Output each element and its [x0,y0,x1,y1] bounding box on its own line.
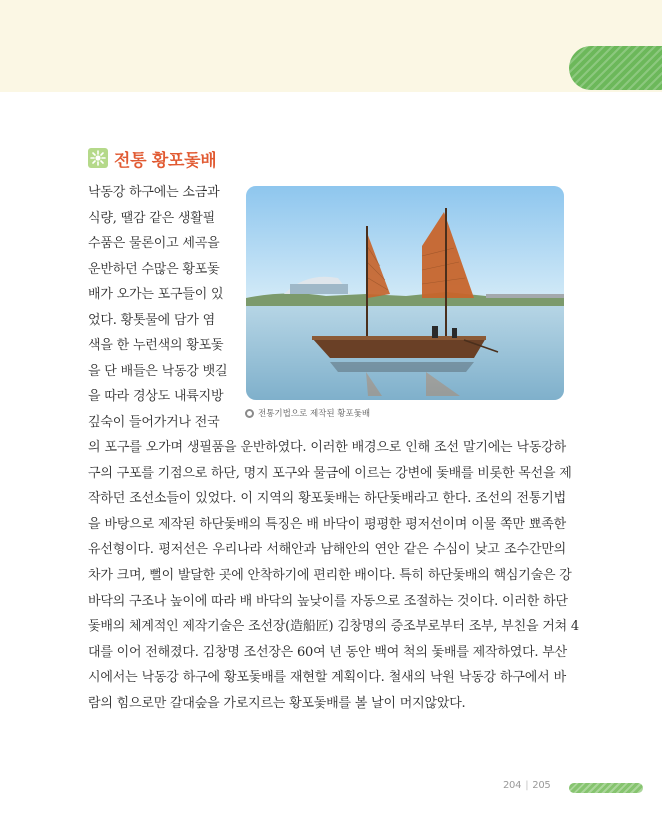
boat-photo [246,186,564,400]
text-line: 의 포구를 오가며 생필품을 운반하였다. 이러한 배경으로 인해 조선 말기에는 낙동강하 [88,440,566,455]
text-line: 었다. 황톳물에 담가 염 [88,312,215,328]
text-line: 색을 한 누런색의 황포돛 [88,338,224,353]
text-line: 돛배의 체계적인 제작기술은 조선장(造船匠) 김창명의 증조부로부터 조부, 부친을 거쳐 4 [88,619,579,635]
caption-bullet-icon [245,409,254,418]
text-line: 바닥의 구조나 높이에 따라 배 바닥의 높낮이를 자동으로 조절하는 것이다. 이러한 하단 [88,593,568,609]
text-line: 깊숙이 들어가거나 전국 [88,414,220,430]
page-number-right: 205 [532,780,551,791]
text-line: 식량, 땔감 같은 생활필 [88,210,215,226]
text-line: 람의 힘으로만 갈대숲을 가로지르는 황포돛배를 볼 날이 머지않았다. [88,695,466,711]
body-text-main [88,435,579,717]
section-heading [88,145,216,171]
page-numbers [503,780,550,791]
chapter-tab-decoration [569,46,662,90]
sun-flower-icon [88,148,108,168]
text-line: 운반하던 수많은 황포돛 [88,261,220,277]
body-text-intro [88,180,246,435]
text-line: 대를 이어 전해졌다. 김창명 조선장은 60여 년 동안 백여 척의 돛배를 제작하였다. 부산 [88,644,568,660]
photo-caption [245,405,370,421]
text-line: 유선형이다. 평저선은 우리나라 서해안과 남해안의 연안 같은 수심이 낮고 조수간만의 [88,542,566,558]
footer-accent-bar [569,783,643,793]
text-line: 차가 크며, 뻘이 발달한 곳에 안착하기에 편리한 배이다. 특히 하단돛배의 핵심기술은 강 [88,567,572,583]
section-title: 전통 황포돛배 [114,150,217,171]
text-line: 배가 오가는 포구들이 있 [88,287,224,302]
text-line: 을 바탕으로 제작된 하단돛배의 특징은 배 바닥이 평평한 평저선이며 이물 쪽만 뾰족한 [88,516,566,532]
page-number-left: 204 [503,780,522,791]
top-header-band [0,0,662,92]
text-line: 낙동강 하구에는 소금과 [88,185,220,200]
text-line: 수품은 물론이고 세곡을 [88,236,220,251]
page-footer [0,778,662,798]
caption-text: 전통기법으로 제작된 황포돛배 [258,409,371,419]
text-line: 구의 구포를 기점으로 하단, 명지 포구와 물금에 이르는 강변에 돛배를 비롯한 목선을 제 [88,465,572,481]
text-line: 작하던 조선소들이 있었다. 이 지역의 황포돛배는 하단돛배라고 한다. 조선의 전통기법 [88,491,566,507]
page-separator: | [525,780,529,791]
text-line: 시에서는 낙동강 하구에 황포돛배를 재현할 계획이다. 철새의 낙원 낙동강 하구에서 바 [88,670,566,686]
text-line: 을 단 배들은 낙동강 뱃길 [88,363,228,379]
text-line: 을 따라 경상도 내륙지방 [88,389,224,404]
